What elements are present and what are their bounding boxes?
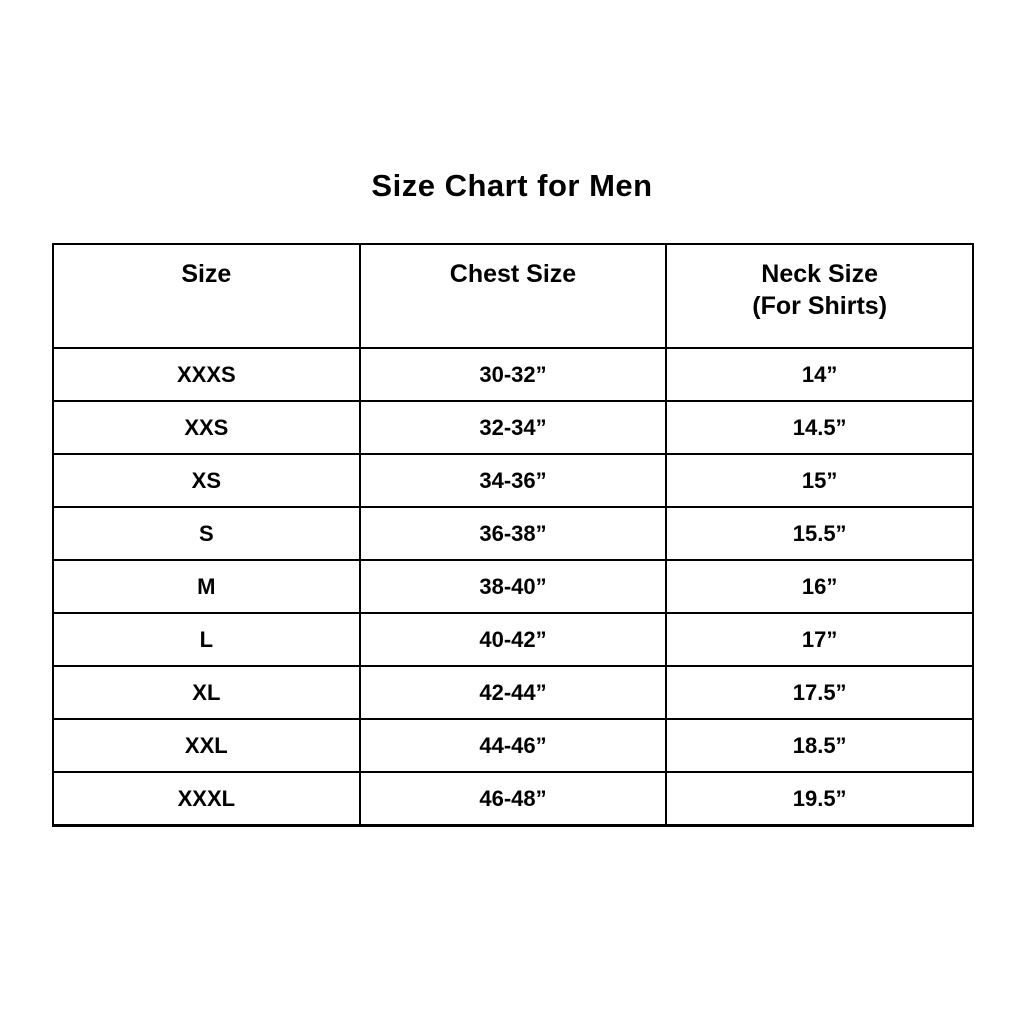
size-cell: XXS bbox=[53, 401, 360, 454]
size-cell: M bbox=[53, 560, 360, 613]
neck-size-cell: 15.5” bbox=[666, 507, 973, 560]
size-cell: XXXS bbox=[53, 348, 360, 401]
table-row bbox=[53, 401, 973, 454]
size-cell: XL bbox=[53, 666, 360, 719]
chest-size-cell: 42-44” bbox=[360, 666, 667, 719]
chest-size-cell: 32-34” bbox=[360, 401, 667, 454]
neck-size-cell: 18.5” bbox=[666, 719, 973, 772]
size-cell: XXL bbox=[53, 719, 360, 772]
table-row bbox=[53, 348, 973, 401]
size-cell: L bbox=[53, 613, 360, 666]
table-row bbox=[53, 507, 973, 560]
column-header-neck bbox=[666, 244, 973, 348]
neck-size-cell: 14” bbox=[666, 348, 973, 401]
size-cell: XXXL bbox=[53, 772, 360, 826]
table-row bbox=[53, 719, 973, 772]
neck-size-cell: 19.5” bbox=[666, 772, 973, 826]
table-body bbox=[53, 348, 973, 826]
neck-size-cell: 17” bbox=[666, 613, 973, 666]
table-row bbox=[53, 613, 973, 666]
chest-size-cell: 36-38” bbox=[360, 507, 667, 560]
column-header-neck-line2: (For Shirts) bbox=[752, 292, 888, 320]
chest-size-cell: 38-40” bbox=[360, 560, 667, 613]
table-header bbox=[53, 244, 973, 348]
size-chart-table bbox=[52, 243, 974, 827]
table-row bbox=[53, 560, 973, 613]
neck-size-cell: 16” bbox=[666, 560, 973, 613]
chest-size-cell: 46-48” bbox=[360, 772, 667, 826]
size-cell: XS bbox=[53, 454, 360, 507]
page-title: Size Chart for Men bbox=[371, 168, 653, 203]
column-header-size: Size bbox=[53, 244, 360, 348]
column-header-chest: Chest Size bbox=[360, 244, 667, 348]
chest-size-cell: 40-42” bbox=[360, 613, 667, 666]
column-header-neck-line1: Neck Size bbox=[761, 260, 879, 288]
neck-size-cell: 14.5” bbox=[666, 401, 973, 454]
chest-size-cell: 34-36” bbox=[360, 454, 667, 507]
header-row bbox=[53, 244, 973, 348]
neck-size-cell: 17.5” bbox=[666, 666, 973, 719]
neck-size-cell: 15” bbox=[666, 454, 973, 507]
chest-size-cell: 44-46” bbox=[360, 719, 667, 772]
table-row bbox=[53, 772, 973, 826]
table-row bbox=[53, 666, 973, 719]
table-row bbox=[53, 454, 973, 507]
size-cell: S bbox=[53, 507, 360, 560]
chest-size-cell: 30-32” bbox=[360, 348, 667, 401]
